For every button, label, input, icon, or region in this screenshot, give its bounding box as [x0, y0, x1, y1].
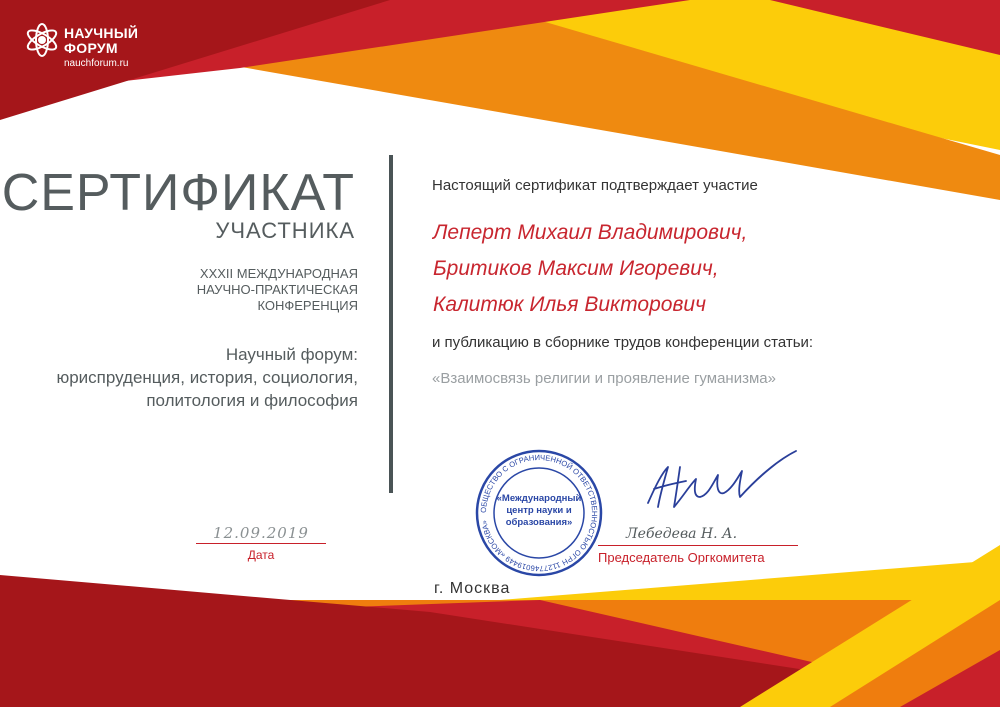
handwritten-signature	[640, 445, 800, 535]
forum-line: юриспруденция, история, социология,	[56, 368, 358, 387]
article-title: «Взаимосвязь религии и проявление гуманизма»	[432, 370, 776, 387]
publication-text: и публикацию в сборнике трудов конференции статьи:	[432, 334, 814, 351]
vertical-divider	[389, 155, 393, 493]
stamp-center-text	[474, 493, 604, 529]
stamp-line: центр науки и	[506, 505, 572, 516]
conference-line: XXXII МЕЖДУНАРОДНАЯ	[199, 266, 358, 281]
conference-line: НАУЧНО-ПРАКТИЧЕСКАЯ	[196, 282, 358, 297]
date-label: Дата	[247, 548, 275, 562]
stamp-ring-text: ОБЩЕСТВО С ОГРАНИЧЕННОЙ ОТВЕТСТВЕННОСТЬЮ ОГРН 1127746019449 «МОСКВА»	[478, 452, 600, 574]
atom-logo-icon	[24, 22, 60, 58]
logo-site: nauchforum.ru	[64, 58, 129, 69]
forum-line: Научный форум:	[225, 345, 358, 364]
conference-name	[38, 266, 358, 314]
certificate-subtitle: УЧАСТНИКА	[215, 218, 355, 243]
forum-line: политология и философия	[146, 391, 358, 410]
logo-line2: ФОРУМ	[64, 40, 118, 56]
logo-text	[64, 26, 138, 71]
date-value: 12.09.2019	[213, 524, 309, 542]
forum-name	[0, 343, 358, 412]
conference-line: КОНФЕРЕНЦИЯ	[257, 298, 358, 313]
logo	[24, 20, 194, 80]
signature-underline	[598, 545, 798, 546]
city: г. Москва	[434, 580, 511, 597]
signer-name: Лебедева Н. А.	[626, 526, 738, 542]
date-underline	[196, 543, 326, 544]
participant-name: Калитюк Илья Викторович	[433, 293, 706, 316]
stamp-line: образования»	[505, 517, 573, 528]
logo-line1: НАУЧНЫЙ	[64, 25, 139, 41]
stamp-line: «Международный	[496, 493, 582, 504]
participant-name: Леперт Михаил Владимирович,	[433, 221, 748, 244]
participants-list	[433, 215, 747, 323]
confirm-text: Настоящий сертификат подтверждает участие	[432, 177, 758, 194]
certificate-title: СЕРТИФИКАТ	[1, 164, 355, 222]
signer-title: Председатель Оргкомитета	[598, 550, 765, 565]
participant-name: Бритиков Максим Игоревич,	[433, 257, 719, 280]
